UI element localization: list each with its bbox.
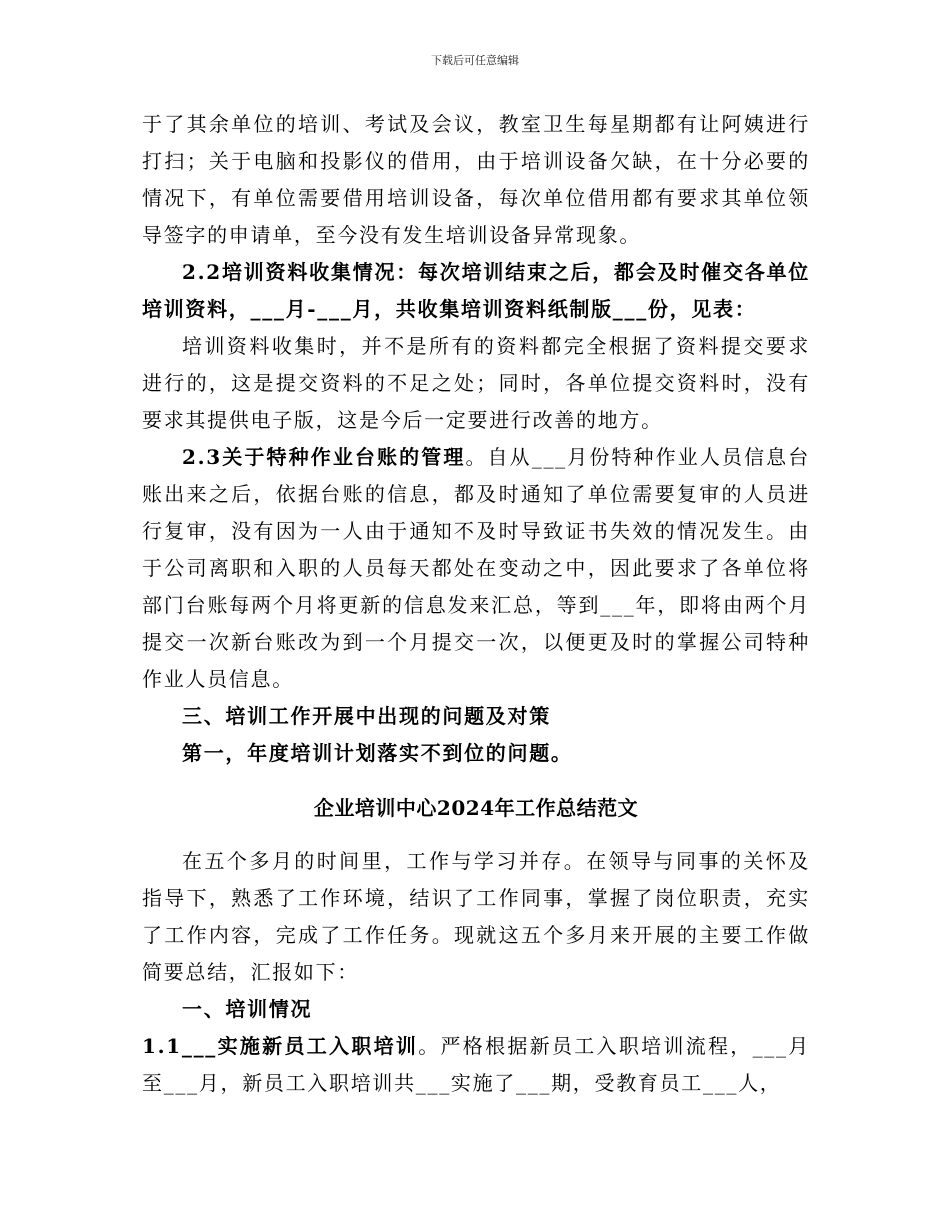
document-title: 企业培训中心2024年工作总结范文 xyxy=(313,796,639,820)
paragraph-materials-shortcomings: 培训资料收集时，并不是所有的资料都完全根据了资料提交要求进行的，这是提交资料的不足之处；同时，各单位提交资料时，没有要求其提供电子版，这是今后一定要进行改善的地方。 xyxy=(142,334,810,432)
paragraph-training-materials: 2.2培训资料收集情况：每次培训结束之后，都会及时催交各单位培训资料，___月-___月，共收集培训资料纸制版___份，见表： xyxy=(142,260,810,321)
section-heading-training: 一、培训情况 xyxy=(182,997,313,1021)
paragraph-special-operations-ledger xyxy=(142,439,810,698)
paragraph-equipment-usage: 于了其余单位的培训、考试及会议，教室卫生每星期都有让阿姨进行打扫；关于电脑和投影仪的借用，由于培训设备欠缺，在十分必要的情况下，有单位需要借用培训设备，每次单位借用都有要求其单位领导签字的申请单，至今没有发生培训设备异常现象。 xyxy=(142,112,810,247)
section-text-1-1: 。严格根据新员工入职培训流程，___月至___月，新员工入职培训共___实施了___期，受教育员工___人， xyxy=(142,1034,810,1095)
paragraph-intro-summary: 在五个多月的时间里，工作与学习并存。在领导与同事的关怀及指导下，熟悉了工作环境，结识了工作同事，掌握了岗位职责，充实了工作内容，完成了工作任务。现就这五个多月来开展的主要工作做简要总结，汇报如下： xyxy=(142,849,810,984)
section-label-1-1: 1.1___实施新员工入职培训 xyxy=(142,1034,419,1058)
document-body xyxy=(142,106,810,1102)
section-label-2-3: 2.3关于特种作业台账的管理 xyxy=(182,445,466,469)
section-heading-problems: 三、培训工作开展中出现的问题及对策 xyxy=(182,704,551,728)
subheading-first-problem: 第一，年度培训计划落实不到位的问题。 xyxy=(182,741,573,765)
section-text-2-3: 。自从___月份特种作业人员信息台账出来之后，依据台账的信息，都及时通知了单位需要复审的人员进行复审，没有因为一人由于通知不及时导致证书失效的情况发生。由于公司离职和入职的人员每天都处在变动之中，因此要求了各单位将部门台账每两个月将更新的信息发来汇总，等到___年，即将由两个月提交一次新台账改为到一个月提交一次，以便更及时的掌握公司特种作业人员信息。 xyxy=(142,445,810,691)
page-header: 下载后可任意编辑 xyxy=(431,54,519,67)
paragraph-new-employee-training xyxy=(142,1028,810,1102)
